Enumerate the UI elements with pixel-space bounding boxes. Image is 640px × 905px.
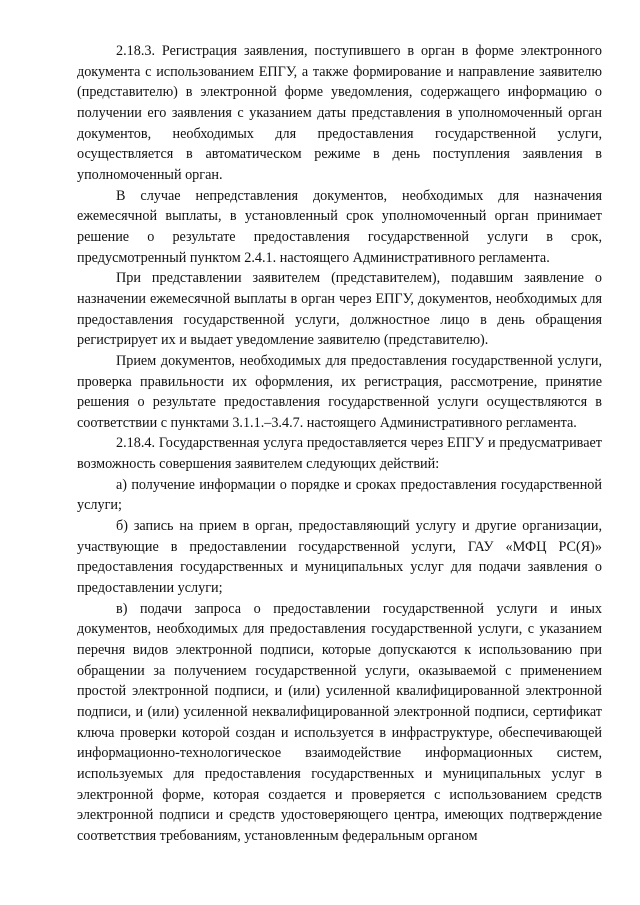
paragraph-missing-documents: В случае непредставления документов, необходимых для назначения ежемесячной выплаты, в установленный срок уполномоченный орган принимает решение о результате предоставления государственной услуги в срок, предусмотренный пунктом 2.4.1. настоящего Административного регламента.: [77, 187, 602, 266]
paragraph-2-18-4: 2.18.4. Государственная услуга предоставляется через ЕПГУ и предусматривает возможность совершения заявителем следующих действий:: [77, 435, 602, 473]
list-item-v: в) подачи запроса о предоставлении государственной услуги и иных документов, необходимых для предоставления государственной услуги, с указанием перечня видов электронной подписи, которые допускаются к использованию при обращении за получением государственной услуги, оказываемой с применением простой электронной подписи, и (или) усиленной квалифицированной электронной подписи, и (или) усиленной неквалифицированной электронной подписи, сертификат ключа проверки которой создан и используется в инфраструктуре, обеспечивающей информационно-технологическое взаимодействие информационных систем, используемых для предоставления государственных и муниципальных услуг в электронной форме, которая создается и проверяется с использованием средств электронной подписи и средств удостоверяющего центра, имеющих подтверждение соответствия требованиям, установленным федеральным органом: [77, 600, 602, 844]
paragraph-2-18-3: 2.18.3. Регистрация заявления, поступившего в орган в форме электронного документа с использованием ЕПГУ, а также формирование и направление заявителю (представителю) в электронной форме уведомления, содержащего информацию о получении его заявления с указанием даты представления в уполномоченный орган документов, необходимых для предоставления государственной услуги, осуществляется в автоматическом режиме в день поступления заявления в уполномоченный орган.: [77, 43, 602, 183]
list-item-a: а) получение информации о порядке и сроках предоставления государственной услуги;: [77, 476, 602, 514]
paragraph-document-submission: При представлении заявителем (представителем), подавшим заявление о назначении ежемесячной выплаты в орган через ЕПГУ, документов, необходимых для предоставления государственной услуги, должностное лицо в день обращения регистрирует их и выдает уведомление заявителю (представителю).: [77, 270, 602, 349]
paragraph-document-processing: Прием документов, необходимых для предоставления государственной услуги, проверка правильности их оформления, их регистрация, рассмотрение, принятие решения о результате предоставления государственной услуги осуществляются в соответствии с пунктами 3.1.1.–3.4.7. настоящего Административного регламента.: [77, 352, 602, 431]
list-item-b: б) запись на прием в орган, предоставляющий услугу и другие организации, участвующие в предоставлении государственной услуги, ГАУ «МФЦ РС(Я)» предоставления государственных и муниципальных услуг для подачи заявления о предоставлении услуги;: [77, 518, 602, 597]
